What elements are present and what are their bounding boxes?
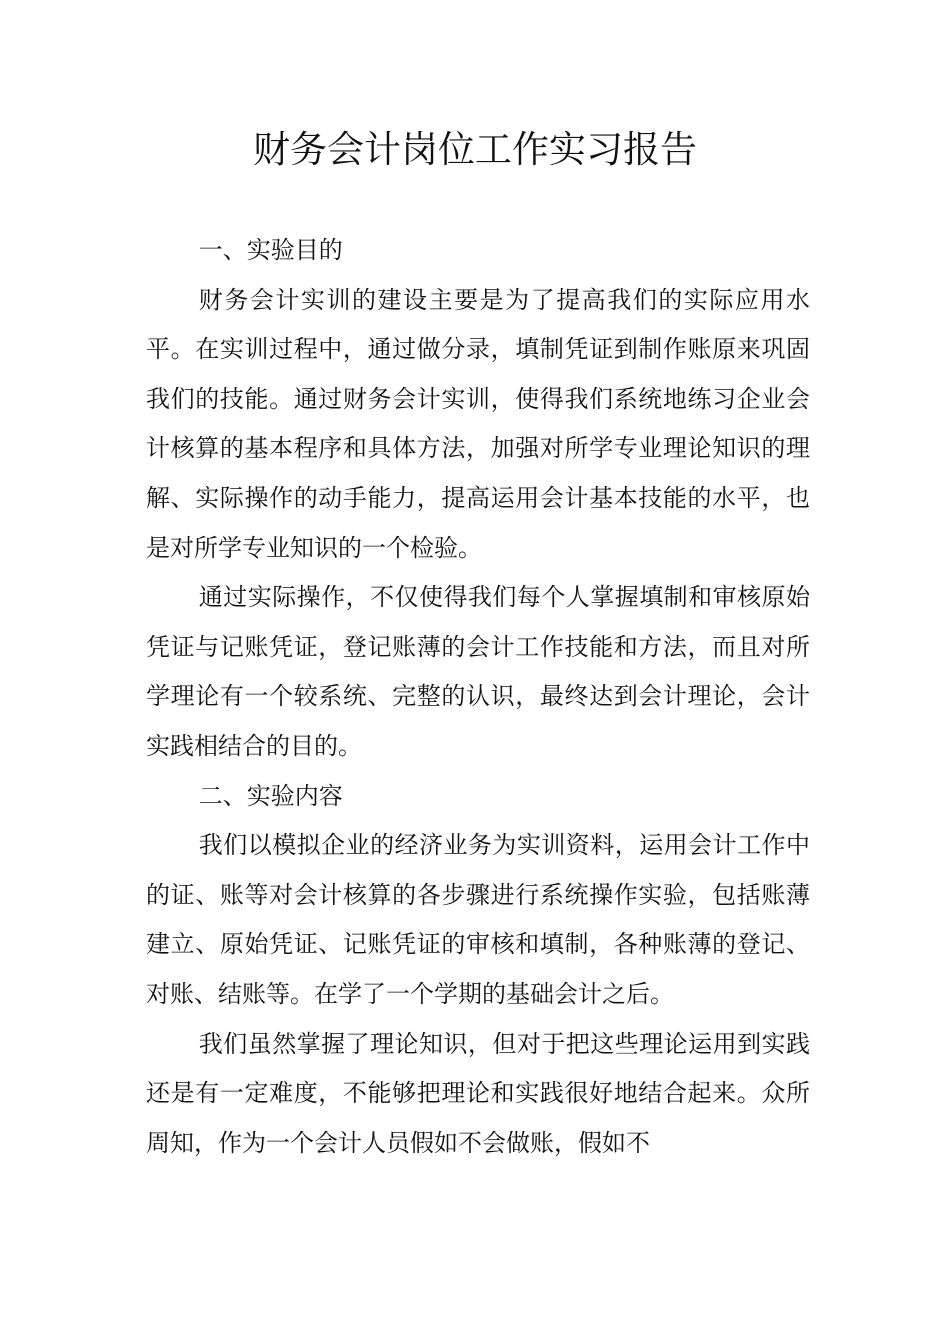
paragraph: 我们以模拟企业的经济业务为实训资料，运用会计工作中的证、账等对会计核算的各步骤进行系统操作实验，包括账薄建立、原始凭证、记账凭证的审核和填制，各种账薄的登记、对账、结账等。在学了一个学期的基础会计之后。 bbox=[146, 831, 810, 1008]
paragraph: 我们虽然掌握了理论知识，但对于把这些理论运用到实践还是有一定难度，不能够把理论和实践很好地结合起来。众所周知，作为一个会计人员假如不会做账，假如不 bbox=[146, 1029, 810, 1157]
document-title: 财务会计岗位工作实习报告 bbox=[253, 128, 697, 171]
paragraph: 通过实际操作，不仅使得我们每个人掌握填制和审核原始凭证与记账凭证，登记账薄的会计工作技能和方法，而且对所学理论有一个较系统、完整的认识，最终达到会计理论，会计实践相结合的目的。 bbox=[146, 583, 810, 760]
section-heading-purpose: 一、实验目的 bbox=[198, 236, 343, 264]
section-heading-content: 二、实验内容 bbox=[198, 781, 343, 810]
document-body bbox=[146, 226, 810, 1168]
paragraph: 财务会计实训的建设主要是为了提高我们的实际应用水平。在实训过程中，通过做分录，填制凭证到制作账原来巩固我们的技能。通过财务会计实训，使得我们系统地练习企业会计核算的基本程序和具体方法，加强对所学专业理论知识的理解、实际操作的动手能力，提高运用会计基本技能的水平，也是对所学专业知识的一个检验。 bbox=[146, 285, 810, 562]
